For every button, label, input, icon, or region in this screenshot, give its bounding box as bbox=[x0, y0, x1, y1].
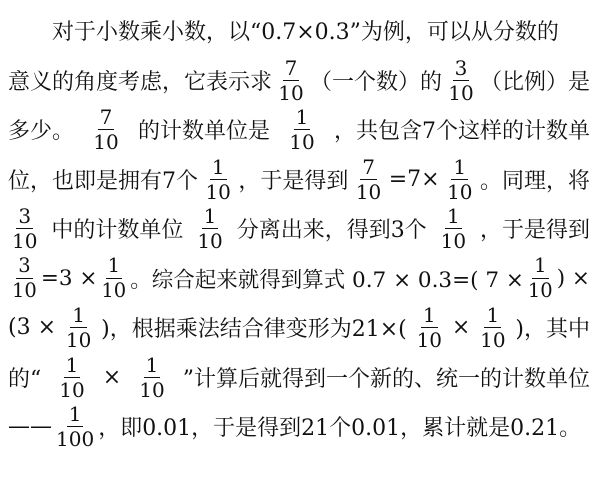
fraction bbox=[64, 303, 93, 353]
text-run: 分离出来，得到3个 bbox=[236, 218, 427, 244]
fraction-numerator: 1 bbox=[486, 303, 500, 328]
fraction-numerator: 1 bbox=[65, 352, 79, 377]
fraction-numerator: 3 bbox=[18, 254, 31, 278]
fraction-numerator: 7 bbox=[99, 105, 113, 130]
fraction-denominator: 10 bbox=[278, 80, 304, 105]
text-run: ”计算后就得到一个新的、统一的计数单位 bbox=[182, 366, 590, 392]
text-line bbox=[8, 402, 590, 452]
fraction bbox=[445, 154, 474, 204]
fraction-denominator: 10 bbox=[289, 130, 315, 155]
fraction-numerator: 1 bbox=[107, 254, 120, 278]
fraction-denominator: 10 bbox=[65, 328, 92, 353]
fraction bbox=[478, 303, 507, 353]
text-line bbox=[8, 353, 590, 403]
text-line bbox=[8, 155, 590, 205]
text-run: =7× bbox=[388, 166, 440, 192]
text-run: × bbox=[102, 364, 122, 390]
text-run: —— bbox=[8, 414, 52, 440]
text-run: ，于是得到 bbox=[238, 168, 349, 194]
fraction-denominator: 10 bbox=[447, 179, 473, 204]
fraction bbox=[203, 154, 232, 204]
fraction-denominator: 10 bbox=[480, 328, 506, 353]
text-run: =3 × bbox=[40, 265, 98, 291]
fraction bbox=[276, 55, 305, 105]
text-run: ，于是得到 bbox=[479, 218, 590, 244]
text-run: 意义的角度考虑，它表示求 bbox=[8, 69, 273, 95]
text-run: 对于小数乘小数，以“0.7×0.3”为例，可以从分数的 bbox=[52, 20, 559, 46]
fraction-denominator: 100 bbox=[56, 427, 95, 452]
text-run: （一个数）的 bbox=[309, 69, 442, 95]
text-run: 中的计数单位 bbox=[51, 218, 184, 244]
text-run: ，即0.01，于是得到21个0.01，累计就是0.21。 bbox=[98, 416, 582, 442]
text-line bbox=[8, 204, 590, 254]
fraction-denominator: 10 bbox=[93, 130, 119, 155]
fraction-denominator: 10 bbox=[59, 377, 85, 402]
fraction-numerator: 1 bbox=[446, 204, 460, 229]
text-run: ，共包含7个这样的计数单 bbox=[334, 119, 590, 145]
fraction bbox=[439, 204, 468, 254]
text-run: ) × bbox=[556, 265, 590, 291]
fraction bbox=[10, 204, 39, 254]
text-run: 。综合起来就得到算式 0.7 × 0.3=( 7 × bbox=[130, 267, 524, 293]
text-line bbox=[8, 303, 590, 353]
fraction-numerator: 1 bbox=[211, 154, 225, 179]
fraction bbox=[195, 204, 224, 254]
fraction-denominator: 10 bbox=[416, 328, 443, 353]
text-run: 多少。 bbox=[8, 119, 75, 145]
text-run: )，其中 bbox=[515, 317, 590, 343]
text-line bbox=[8, 6, 590, 56]
fraction bbox=[415, 303, 444, 353]
text-line bbox=[8, 56, 590, 106]
text-run: 的计数单位是 bbox=[138, 119, 271, 145]
fraction-numerator: 3 bbox=[454, 55, 468, 80]
fraction bbox=[526, 256, 555, 300]
fraction-numerator: 7 bbox=[362, 154, 375, 179]
fraction bbox=[137, 352, 166, 402]
fraction-denominator: 10 bbox=[197, 229, 223, 254]
fraction-denominator: 10 bbox=[440, 229, 467, 254]
text-run: × bbox=[451, 315, 471, 341]
fraction-numerator: 1 bbox=[72, 303, 85, 328]
fraction-denominator: 10 bbox=[527, 278, 553, 302]
fraction bbox=[287, 105, 316, 155]
fraction-denominator: 10 bbox=[12, 229, 38, 254]
text-run: （比例）是 bbox=[479, 69, 590, 95]
fraction-numerator: 1 bbox=[203, 204, 217, 229]
text-run: (3 × bbox=[8, 315, 57, 341]
fraction-numerator: 1 bbox=[534, 254, 547, 278]
fraction-denominator: 10 bbox=[12, 278, 37, 302]
fraction bbox=[91, 105, 120, 155]
text-run: )，根据乘法结合律变形为21×( bbox=[101, 317, 407, 343]
fraction-denominator: 10 bbox=[139, 377, 165, 402]
fraction bbox=[57, 352, 86, 402]
fraction-denominator: 10 bbox=[205, 179, 231, 204]
fraction bbox=[446, 55, 475, 105]
fraction-numerator: 3 bbox=[18, 204, 32, 229]
fraction bbox=[99, 256, 128, 300]
fraction bbox=[354, 154, 383, 204]
text-run: 的“ bbox=[8, 366, 42, 392]
fraction-denominator: 10 bbox=[448, 80, 474, 105]
fraction bbox=[54, 402, 96, 452]
text-line bbox=[8, 105, 590, 155]
fraction-numerator: 1 bbox=[453, 154, 467, 179]
text-line bbox=[8, 254, 590, 304]
fraction-numerator: 1 bbox=[145, 352, 159, 377]
fraction bbox=[10, 256, 39, 300]
text-run: 位，也即是拥有7个 bbox=[8, 168, 198, 194]
text-run: 。同理，将 bbox=[479, 168, 590, 194]
fraction-numerator: 7 bbox=[284, 55, 298, 80]
fraction-denominator: 10 bbox=[355, 179, 382, 204]
fraction-numerator: 1 bbox=[295, 105, 309, 130]
fraction-denominator: 10 bbox=[101, 278, 127, 302]
fraction-numerator: 1 bbox=[422, 303, 436, 328]
fraction-numerator: 1 bbox=[68, 402, 82, 427]
